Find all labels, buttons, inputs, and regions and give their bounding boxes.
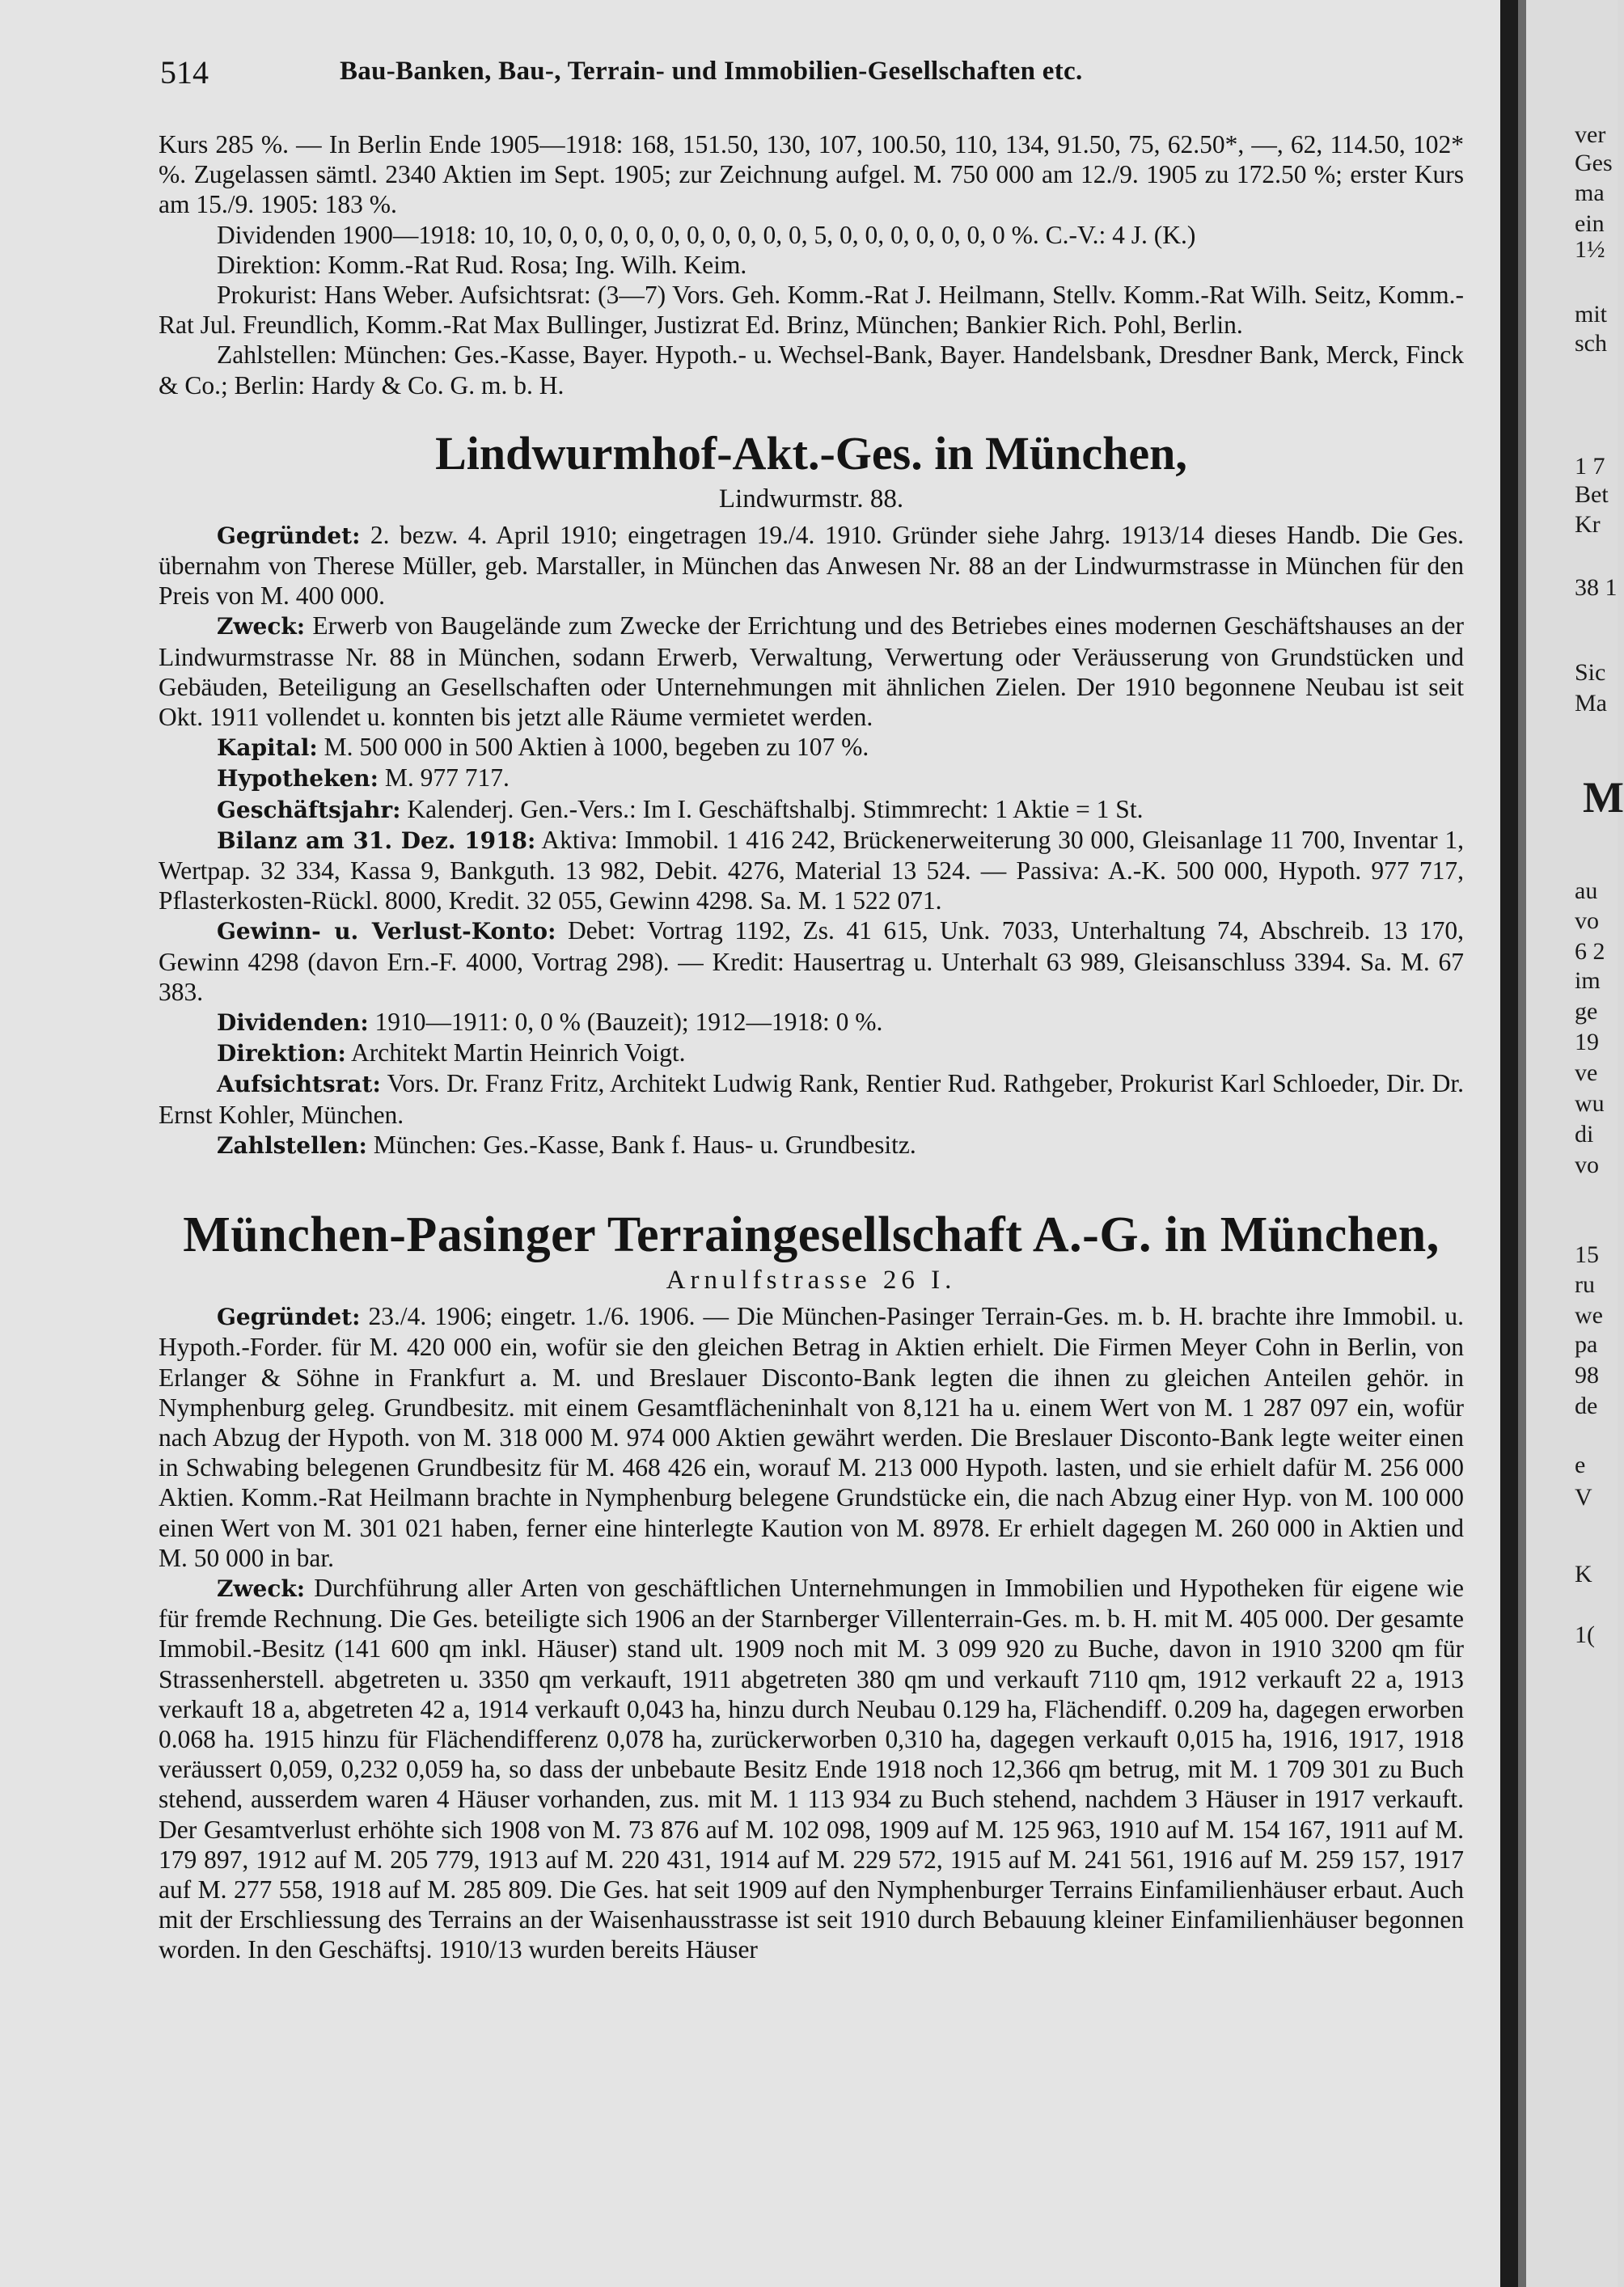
- paragraph-label: Gegründet:: [217, 522, 361, 549]
- facing-page-text-fragment: 6 2: [1575, 938, 1605, 965]
- page-number: 514: [160, 54, 209, 91]
- entry-body-muenchen-pasinger: [159, 1301, 1464, 1964]
- paragraph-text: Architekt Martin Heinrich Voigt.: [350, 1038, 686, 1067]
- entry-paragraph: [159, 520, 1464, 611]
- entry-paragraph: [159, 1573, 1464, 1965]
- company-title-lindwurmhof: Lindwurmhof-Akt.-Ges. in München,: [435, 426, 1187, 480]
- prev-entry-dividenden: Dividenden 1900—1918: 10, 10, 0, 0, 0, 0, 0, 0, 0, 0, 0, 0, 5, 0, 0, 0, 0, 0, 0, 0 %. C.-V.: 4 J. (K.): [217, 220, 1196, 249]
- entry-paragraph: [159, 1007, 1464, 1038]
- entry-paragraph: [159, 1130, 1464, 1160]
- facing-page-text-fragment: vo: [1575, 907, 1599, 934]
- prev-entry-direktion: Direktion: Komm.-Rat Rud. Rosa; Ing. Wilh. Keim.: [217, 250, 747, 279]
- paragraph-label: Aufsichtsrat:: [217, 1071, 381, 1098]
- facing-page-text-fragment: 1½: [1575, 236, 1605, 263]
- entry-paragraph: [159, 611, 1464, 732]
- paragraph-text: Vors. Dr. Franz Fritz, Architekt Ludwig Rank, Rentier Rud. Rathgeber, Prokurist Karl Schloeder, Dir. Dr. Ernst Kohler, München.: [159, 1069, 1464, 1129]
- facing-page-text-fragment: Kr: [1575, 511, 1601, 538]
- entry-paragraph: [159, 763, 1464, 793]
- facing-page-text-fragment: im: [1575, 967, 1601, 994]
- paragraph-label: Geschäftsjahr:: [217, 796, 401, 823]
- facing-page-text-fragment: ma: [1575, 180, 1605, 206]
- facing-page-text-fragment: K: [1575, 1561, 1592, 1587]
- entry-body-lindwurmhof: [159, 520, 1464, 1160]
- paragraph-label: Kapital:: [217, 734, 318, 762]
- facing-page-text-fragment: 98: [1575, 1362, 1599, 1389]
- facing-page-fragment: [1526, 0, 1624, 2287]
- facing-page-text-fragment: Sic: [1575, 659, 1606, 686]
- paragraph-text: München: Ges.-Kasse, Bank f. Haus- u. Grundbesitz.: [373, 1130, 916, 1159]
- facing-page-text-fragment: mit: [1575, 301, 1608, 328]
- paragraph-label: Gegründet:: [217, 1304, 361, 1331]
- company-address-lindwurmhof: Lindwurmstr. 88.: [718, 484, 904, 514]
- running-title: Bau-Banken, Bau-, Terrain- und Immobilien-Gesellschaften etc.: [340, 57, 1083, 86]
- facing-page-text-fragment: 1(: [1575, 1621, 1595, 1648]
- facing-page-text-fragment: au: [1575, 877, 1598, 904]
- entry-paragraph: [159, 825, 1464, 916]
- paragraph-label: Zweck:: [217, 613, 306, 640]
- company-address-muenchen-pasinger: Arnulfstrasse 26 I.: [666, 1266, 957, 1296]
- facing-page-text-fragment: pa: [1575, 1331, 1598, 1358]
- facing-page-text-fragment: ve: [1575, 1059, 1598, 1086]
- paragraph-label: Gewinn- u. Verlust-Konto:: [217, 918, 556, 945]
- paragraph-text: 2. bezw. 4. April 1910; eingetragen 19./4. 1910. Gründer siehe Jahrg. 1913/14 dieses Handb. Die Ges. übernahm von Therese Müller, geb. Marstaller, in München das Anwesen Nr. 88 an der Lindwurmstrasse in München für den Preis von M. 400 000.: [159, 520, 1465, 611]
- facing-page-text-fragment: ge: [1575, 998, 1598, 1025]
- paragraph-text: 23./4. 1906; eingetr. 1./6. 1906. — Die München-Pasinger Terrain-Ges. m. b. H. brachte ihre Immobil. u. Hypoth.-Forder. für M. 420 000 ein, wofür sie den gleichen Betrag in Aktien erhielt. Die Firmen Meyer Cohn in Berlin, von Erlanger & Söhne in Frankfurt a. M. und Breslauer Disconto-Bank legten die ihnen zu gleichen Anteilen gehör. in Nymphenburg geleg. Grundbesitz. mit einem Gesamtflächeninhalt von 8,121 ha u. einem Wert von M. 1 287 097 ein, wofür nach Abzug der Hypoth. von M. 318 000 M. 974 000 Aktien gewährt werden. Die Breslauer Disconto-Bank legte weiter einen in Schwabing belegenen Grundbesitz für M. 468 426 ein, worauf M. 213 000 Hypoth. lasten, und sie erhielt dafür M. 256 000 Aktien. Komm.-Rat Heilmann brachte in Nymphenburg belegene Grundstücke ein, die nach Abzug einer Hyp. von M. 100 000 einen Wert von M. 301 021 haben, ferner eine hinterlegte Kaution von M. 8978. Er erhielt dagegen M. 260 000 in Aktien und M. 50 000 in bar.: [159, 1302, 1464, 1572]
- paragraph-text: Aktiva: Immobil. 1 416 242, Brückenerweiterung 30 000, Gleisanlage 11 700, Inventar 1, Wertpap. 32 334, Kassa 9, Bankguth. 13 982, Debit. 4276, Material 13 524. — Passiva: A.-K. 500 000, Hypoth. 977 717, Pflasterkosten-Rückl. 8000, Kredit. 32 055, Gewinn 4298. Sa. M. 1 522 071.: [159, 825, 1464, 915]
- paragraph-label: Direktion:: [217, 1040, 346, 1067]
- facing-page-text-fragment: 38 1: [1575, 574, 1618, 601]
- facing-page-text-fragment: de: [1575, 1393, 1598, 1419]
- entry-paragraph: [159, 1068, 1464, 1129]
- paragraph-text: Erwerb von Baugelände zum Zwecke der Errichtung und des Betriebes eines modernen Geschäftshauses an der Lindwurmstrasse Nr. 88 in München, sodann Erwerb, Verwaltung, Verwertung oder Veräusserung von Grundstücken und Gebäuden, Beteiligung an Gesellschaften oder Unternehmungen mit ähnlichen Zielen. Der 1910 begonnene Neubau ist seit Okt. 1911 vollendet u. konnten bis jetzt alle Räume vermietet werden.: [159, 611, 1465, 732]
- company-title-muenchen-pasinger: München-Pasinger Terraingesellschaft A.-G. in München,: [183, 1207, 1440, 1263]
- facing-page-text-fragment: V: [1575, 1484, 1592, 1511]
- prev-entry-zahlstellen: Zahlstellen: München: Ges.-Kasse, Bayer. Hypoth.- u. Wechsel-Bank, Bayer. Handelsbank, Dresdner Bank, Merck, Finck & Co.; Berlin: Hardy & Co. G. m. b. H.: [159, 340, 1464, 399]
- facing-page-text-fragment: 1 7: [1575, 453, 1605, 480]
- paragraph-text: M. 977 717.: [384, 763, 510, 793]
- facing-page-text-fragment: Bet: [1575, 481, 1609, 508]
- facing-page-text-fragment: 15: [1575, 1241, 1599, 1268]
- facing-page-text-fragment: sch: [1575, 330, 1607, 357]
- paragraph-label: Hypotheken:: [217, 765, 379, 793]
- book-gutter: [1500, 0, 1518, 2287]
- paragraph-text: Durchführung aller Arten von geschäftlichen Unternehmungen in Immobilien und Hypotheken für eigene wie für fremde Rechnung. Die Ges. beteiligte sich 1906 an der Starnberger Villenterrain-Ges. m. b. H. mit M. 405 000. Der gesamte Immobil.-Besitz (141 600 qm inkl. Häuser) stand ult. 1909 noch mit M. 3 099 920 zu Buche, davon in 1910 3200 qm für Strassenherstell. abgetreten u. 3350 qm verkauft, 1911 abgetreten 380 qm und verkauft 7110 qm, 1912 verkauft 22 a, 1913 verkauft 18 a, abgetreten 42 a, 1914 verkauft 0,043 ha, hinzu durch Neubau 0.129 ha, Flächendiff. 0.209 ha, dagegen erworben 0.068 ha. 1915 hinzu für Flächendifferenz 0,078 ha, zurückerworben 0,310 ha, dagegen verkauft 0,015 ha, 1916, 1917, 1918 veräussert 0,059, 0,232 0,059 ha, so dass der unbebaute Besitz Ende 1918 noch 12,366 qm betrug, mit M. 1 709 301 zu Buch stehend, ausserdem waren 4 Häuser vorhanden, zus. mit M. 1 113 934 zu Buch stehend, nachdem 3 Häuser in 1917 verkauft. Der Gesamtverlust erhöhte sich 1908 von M. 73 876 auf M. 102 098, 1909 auf M. 125 963, 1910 auf M. 154 167, 1911 auf M. 179 897, 1912 auf M. 205 779, 1913 auf M. 220 431, 1914 auf M. 229 572, 1915 auf M. 241 561, 1916 auf M. 259 157, 1917 auf M. 277 558, 1918 auf M. 285 809. Die Ges. hat seit 1909 auf den Nymphenburger Terrains Einfamilienhäuser erbaut. Auch mit der Erschliessung des Terrains an der Waisenhausstrasse ist seit 1910 durch Bebauung kleiner Einfamilienhäuser begonnen worden. In den Geschäftsj. 1910/13 wurden bereits Häuser: [159, 1573, 1464, 1964]
- facing-page-text-fragment: ein: [1575, 210, 1605, 237]
- paragraph-label: Zahlstellen:: [217, 1131, 367, 1159]
- facing-page-text-fragment: e: [1575, 1452, 1586, 1478]
- facing-page-text-fragment: we: [1575, 1302, 1603, 1329]
- facing-page-text-fragment: Ges: [1575, 150, 1613, 176]
- facing-page-text-fragment: ver: [1575, 121, 1606, 148]
- paragraph-label: Dividenden:: [217, 1009, 369, 1037]
- facing-page-text-fragment: vo: [1575, 1152, 1599, 1178]
- page-header: [160, 53, 1462, 94]
- facing-page-text-fragment: Ma: [1575, 690, 1607, 717]
- entry-paragraph: [159, 1301, 1464, 1573]
- prev-entry-aufsichtsrat: Prokurist: Hans Weber. Aufsichtsrat: (3—7) Vors. Geh. Komm.-Rat J. Heilmann, Stellv. Komm.-Rat Wilh. Seitz, Komm.-Rat Jul. Freundlich, Komm.-Rat Max Bullinger, Justizrat Ed. Brinz, München; Bankier Rich. Pohl, Berlin.: [159, 281, 1464, 340]
- paragraph-text: Kalenderj. Gen.-Vers.: Im I. Geschäftshalbj. Stimmrecht: 1 Aktie = 1 St.: [407, 794, 1144, 823]
- paragraph-text: 1910—1911: 0, 0 % (Bauzeit); 1912—1918: 0 %.: [374, 1008, 883, 1037]
- paragraph-text: Debet: Vortrag 1192, Zs. 41 615, Unk. 7033, Unterhaltung 74, Abschreib. 13 170, Gewinn 4298 (davon Ern.-F. 4000, Vortrag 298). — Kredit: Hausertrag u. Unterhalt 63 989, Gleisanschluss 3394. Sa. M. 67 383.: [159, 916, 1465, 1006]
- facing-page-text-fragment: di: [1575, 1121, 1594, 1148]
- facing-page-text-fragment: M: [1583, 773, 1624, 822]
- entry-paragraph: [159, 732, 1464, 763]
- book-gutter-shadow: [1518, 0, 1526, 2287]
- paragraph-label: Zweck:: [217, 1575, 306, 1602]
- paragraph-text: M. 500 000 in 500 Aktien à 1000, begeben zu 107 %.: [324, 733, 869, 762]
- facing-page-text-fragment: 19: [1575, 1029, 1599, 1055]
- entry-paragraph: [159, 1038, 1464, 1068]
- entry-paragraph: [159, 915, 1464, 1007]
- prev-entry-kurs: Kurs 285 %. — In Berlin Ende 1905—1918: 168, 151.50, 130, 107, 100.50, 110, 134, 91.50, 75, 62.50*, —, 62, 114.50, 102* %. Zugelassen sämtl. 2340 Aktien im Sept. 1905; zur Zeichnung aufgel. M. 750 000 am 12./9. 1905 zu 172.50 %; erster Kurs am 15./9. 1905: 183 %.: [159, 130, 1464, 219]
- paragraph-label: Bilanz am 31. Dez. 1918:: [217, 826, 536, 854]
- facing-page-text-fragment: wu: [1575, 1090, 1605, 1117]
- facing-page-text-fragment: ru: [1575, 1271, 1595, 1298]
- entry-paragraph: [159, 794, 1464, 825]
- page-content: [159, 129, 1464, 1965]
